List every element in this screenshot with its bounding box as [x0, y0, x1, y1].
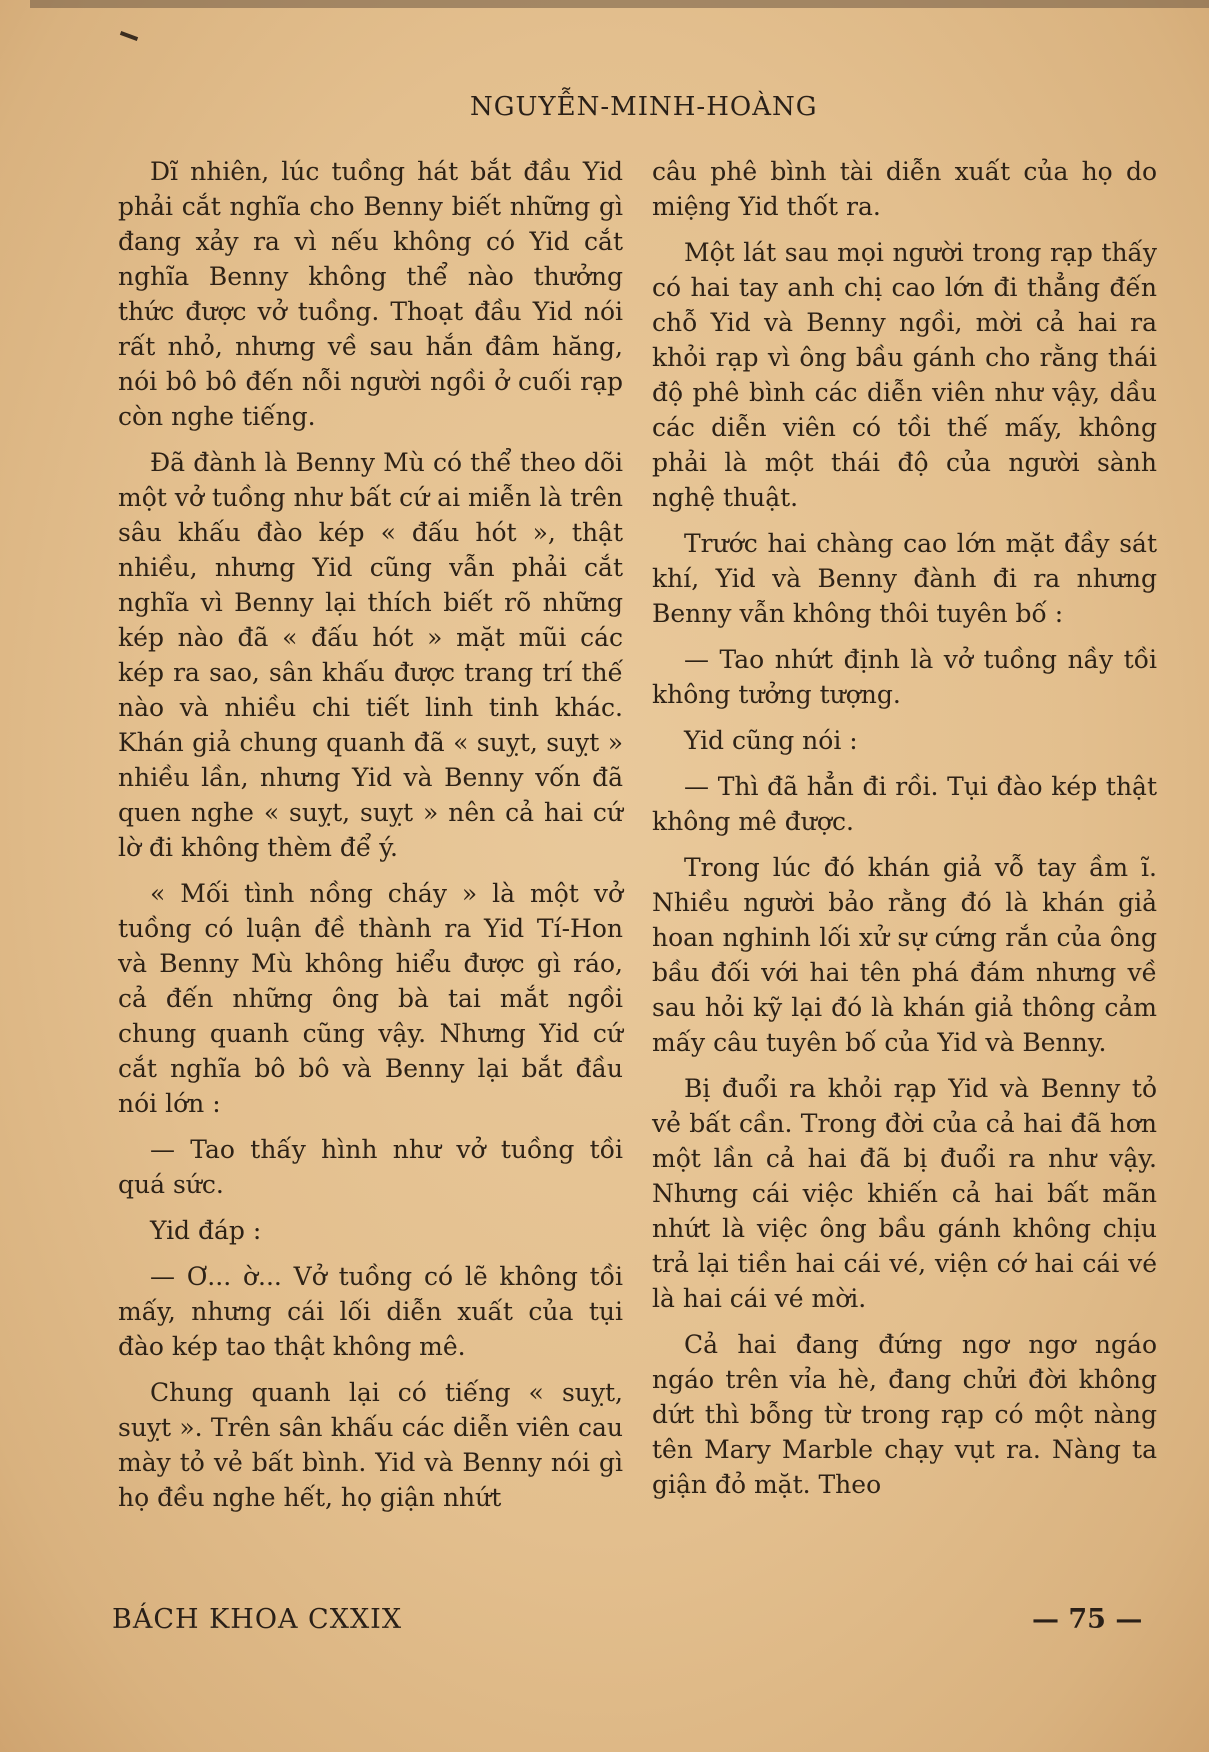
right-paragraph-4: — Tao nhứt định là vở tuồng nầy tồi không tưởng tượng.: [652, 645, 1157, 709]
left-paragraph-2: Đã đành là Benny Mù có thể theo dõi một vở tuồng như bất cứ ai miễn là trên sâu khấu đào kép « đấu hót », thật nhiều, nhưng Yid cũng vẫn phải cắt nghĩa vì Benny lại thích biết rõ những kép nào đã « đấu hót » mặt mũi các kép ra sao, sân khấu được trang trí thế nào và nhiều chi tiết linh tinh khác. Khán giả chung quanh đã « suỵt, suỵt » nhiều lần, nhưng Yid và Benny vốn đã quen nghe « suỵt, suỵt » nên cả hai cứ lờ đi không thèm để ý.: [118, 448, 623, 862]
right-paragraph-1: câu phê bình tài diễn xuất của họ do miệng Yid thốt ra.: [652, 157, 1157, 221]
right-paragraph-7: Trong lúc đó khán giả vỗ tay ầm ĩ. Nhiều người bảo rằng đó là khán giả hoan nghinh lối xử sự cứng rắn của ông bầu đối với hai tên phá đám nhưng về sau hỏi kỹ lại đó là khán giả thông cảm mấy câu tuyên bố của Yid và Benny.: [652, 853, 1157, 1057]
left-paragraph-6: — Ơ... ờ... Vở tuồng có lẽ không tồi mấy, nhưng cái lối diễn xuất của tụi đào kép tao thật không mê.: [118, 1262, 623, 1361]
page-top-edge: [30, 0, 1209, 8]
left-paragraph-7: Chung quanh lại có tiếng « suỵt, suỵt ». Trên sân khấu các diễn viên cau mày tỏ vẻ bất bình. Yid và Benny nói gì họ đều nghe hết, họ giận nhứt: [118, 1378, 623, 1512]
right-paragraph-9: Cả hai đang đứng ngơ ngơ ngáo ngáo trên vỉa hè, đang chửi đời không dứt thì bỗng từ trong rạp có một nàng tên Mary Marble chạy vụt ra. Nàng ta giận đỏ mặt. Theo: [652, 1330, 1157, 1499]
publication-name: BÁCH KHOA CXXIX: [112, 1604, 403, 1635]
running-title: NGUYỄN-MINH-HOÀNG: [470, 92, 818, 122]
left-paragraph-1: Dĩ nhiên, lúc tuồng hát bắt đầu Yid phải cắt nghĩa cho Benny biết những gì đang xảy ra vì nếu không có Yid cắt nghĩa Benny không thể nào thưởng thức được vở tuồng. Thoạt đầu Yid nói rất nhỏ, nhưng về sau hắn đâm hăng, nói bô bô đến nỗi người ngồi ở cuối rạp còn nghe tiếng.: [118, 157, 623, 431]
right-paragraph-2: Một lát sau mọi người trong rạp thấy có hai tay anh chị cao lớn đi thẳng đến chỗ Yid và Benny ngồi, mời cả hai ra khỏi rạp vì ông bầu gánh cho rằng thái độ phê bình các diễn viên như vậy, dầu các diễn viên có tồi thế mấy, không phải là một thái độ của người sành nghệ thuật.: [652, 238, 1157, 512]
right-paragraph-6: — Thì đã hẳn đi rồi. Tụi đào kép thật không mê được.: [652, 772, 1157, 836]
ink-mark: [120, 31, 138, 41]
right-paragraph-8: Bị đuổi ra khỏi rạp Yid và Benny tỏ vẻ bất cần. Trong đời của cả hai đã hơn một lần cả hai đã bị đuổi ra như vậy. Nhưng cái việc khiến cả hai bất mãn nhứt là việc ông bầu gánh không chịu trả lại tiền hai cái vé, viện cớ hai cái vé là hai cái vé mời.: [652, 1074, 1157, 1313]
left-column: [118, 154, 623, 1526]
left-paragraph-5: Yid đáp :: [150, 1216, 262, 1245]
right-paragraph-5: Yid cũng nói :: [684, 726, 858, 755]
left-paragraph-4: — Tao thấy hình như vở tuồng tồi quá sức.: [118, 1135, 623, 1199]
right-column: [652, 154, 1157, 1513]
right-paragraph-3: Trước hai chàng cao lớn mặt đầy sát khí, Yid và Benny đành đi ra nhưng Benny vẫn không thôi tuyên bố :: [652, 529, 1157, 628]
page-number: — 75 —: [1032, 1604, 1143, 1635]
left-paragraph-3: « Mối tình nồng cháy » là một vở tuồng có luận đề thành ra Yid Tí-Hon và Benny Mù không hiểu được gì ráo, cả đến những ông bà tai mắt ngồi chung quanh cũng vậy. Nhưng Yid cứ cắt nghĩa bô bô và Benny lại bắt đầu nói lớn :: [118, 879, 623, 1118]
